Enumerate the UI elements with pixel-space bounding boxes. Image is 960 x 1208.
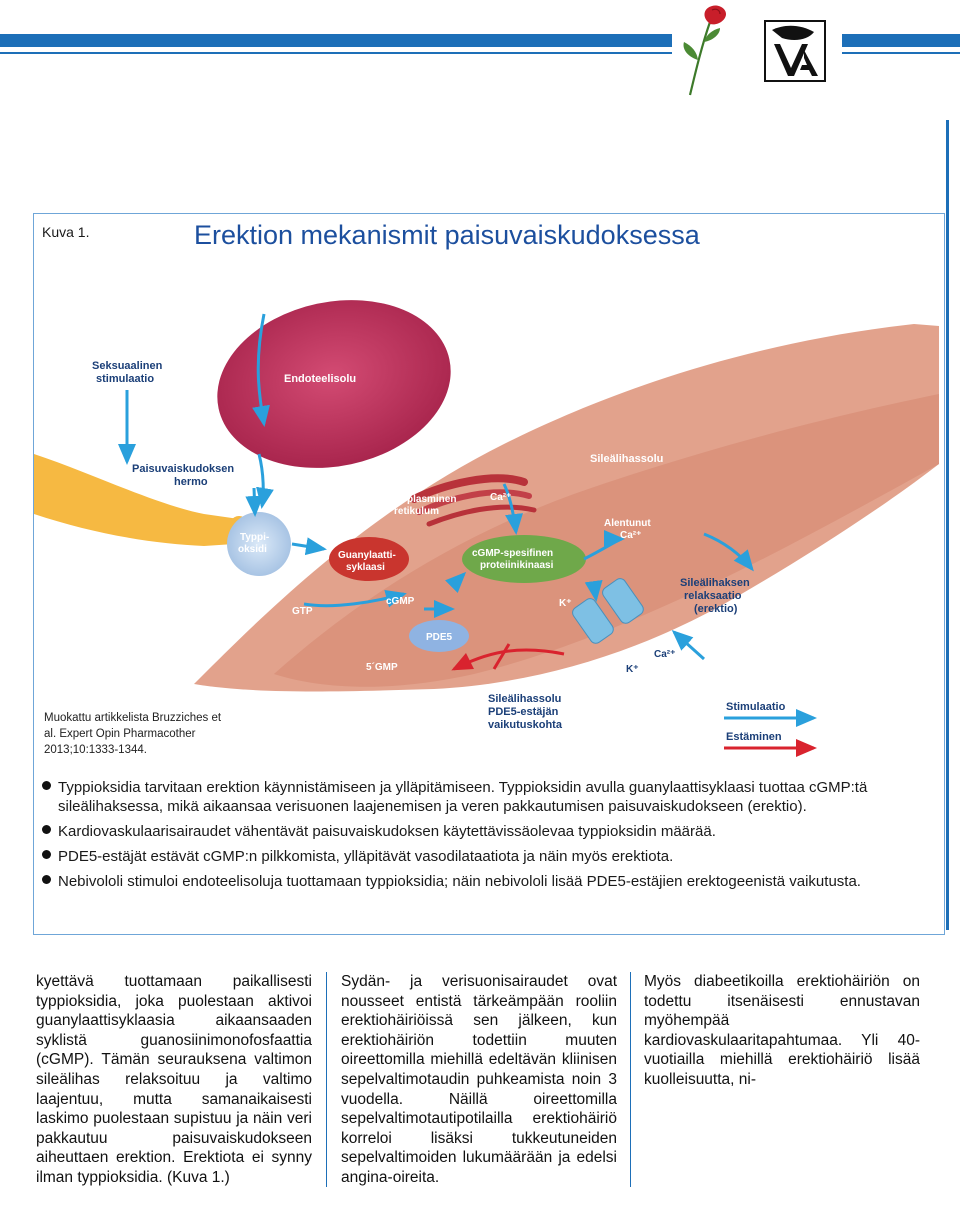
label-nitric-oxide-2: oksidi [238, 544, 267, 555]
label-sexual-stimulation-2: stimulaatio [96, 373, 155, 385]
figure-title: Erektion mekanismit paisuvaiskudoksessa [194, 220, 700, 250]
figure-panel [33, 213, 945, 935]
key-point: Typpioksidia tarvitaan erektion käynnistämiseen ja ylläpitämiseen. Typpioksidin avulla guanylaattisyklaasi tuottaa cGMP:tä sileälihaksessa, mikä aikaansaa verisuonen laajenemisen ja veren pakkautumisen paisuvaiskudokseen (erektio). [42, 778, 932, 816]
label-endothelial-cell: Endoteelisolu [284, 373, 357, 385]
mechanism-diagram [34, 214, 944, 774]
svg-text:cGMP-spesifinenproteiinikinaas [472, 548, 554, 571]
sidebar-accent-line [946, 120, 949, 930]
label-relaxation-2: relaksaatio [684, 590, 742, 602]
label-gtp: GTP [292, 606, 313, 617]
label-guanylate-cyclase-1: Guanylaatti- [338, 550, 396, 561]
label-cavernous-nerve-1: Paisuvaiskudoksen [132, 463, 235, 475]
key-point: Nebivololi stimuloi endoteelisoluja tuottamaan typpioksidia; näin nebivololi lisää PDE5-estäjien erektogeenistä vaikutusta. [42, 872, 932, 891]
bullet-dot-icon [42, 875, 51, 884]
bullet-dot-icon [42, 850, 51, 859]
body-column-3: Myös diabeetikoilla erektiohäiriön on todettu itsenäisesti ennustavan myöhempää kardiovaskulaaritapahtumaa. Yli 40-vuotiailla miehillä erektiohäiriö lisää kuolleisuutta, ni- [644, 973, 920, 1088]
label-k-plus-2: K⁺ [626, 664, 639, 675]
label-sexual-stimulation-1: Seksuaalinen [92, 360, 163, 372]
label-pkg-2: proteiinikinaasi [480, 560, 554, 571]
legend-stimulation: Stimulaatio [726, 701, 786, 713]
pkg-oval [462, 535, 586, 583]
label-pde5-site-2: PDE5-estäjän [488, 706, 559, 718]
label-pkg-1: cGMP-spesifinen [472, 548, 554, 559]
bullet-dot-icon [42, 781, 51, 790]
label-pde5-site-3: vaikutuskohta [488, 719, 562, 731]
key-point: PDE5-estäjät estävät cGMP:n pilkkomista, ylläpitävät vasodilataatiota ja näin myös erektiota. [42, 847, 932, 866]
label-relaxation-1: Sileälihaksen [680, 577, 750, 589]
body-column-1: kyettävä tuottamaan paikallisesti typpioksidia, joka puolestaan aktivoi guanylaattisyklaasia aikaansaaden syklistä guanosiinimonofosfaattia (cGMP). Tämän seurauksena valtimon sileälihas relaksoituu ja valtimo laajentuu, mutta samanaikaisesti laskimo puolestaan supistuu ja näin veri pakkautuu paisuvaiskudokseen aiheuttaen erektion. Erektiota ei synny ilman typpioksidia. (Kuva 1.) [36, 973, 312, 1186]
label-ca2: Ca²⁺ [654, 649, 676, 660]
legend-inhibition: Estäminen [726, 731, 782, 743]
figure-label: Kuva 1. [42, 224, 90, 240]
label-nitric-oxide-1: Typpi- [240, 532, 270, 543]
svg-text:SileälihassoluPDE5-estäjänvaik [488, 693, 563, 731]
svg-text:Typpi-oksidi [238, 532, 269, 555]
label-reduced-ca-2: Ca²⁺ [620, 530, 642, 541]
svg-text:Paisuvaiskudoksenhermo [132, 463, 234, 488]
key-point: Kardiovaskulaarisairaudet vähentävät paisuvaiskudoksen käytettävissäolevaa typpioksidin määrää. [42, 822, 932, 841]
emblem-icon [764, 20, 826, 82]
key-points-list [42, 778, 932, 897]
label-five-gmp: 5´GMP [366, 662, 398, 673]
label-cavernous-nerve-2: hermo [174, 476, 208, 488]
column-divider [630, 972, 631, 1187]
label-guanylate-cyclase-2: syklaasi [346, 562, 385, 573]
label-k-plus-1: K⁺ [559, 598, 572, 609]
source-note: Muokattu artikkelista Bruzziches et al. Expert Opin Pharmacother 2013;10:1333-1344. [44, 712, 222, 756]
label-relaxation-3: (erektio) [694, 603, 738, 615]
label-er-1: Endoplasminen [382, 494, 457, 505]
label-pde5-site-1: Sileälihassolu [488, 693, 562, 705]
body-column-2: Sydän- ja verisuonisairaudet ovat nousseet entistä tärkeämpään rooliin erektiohäiriöissä sen jälkeen, kun erektiohäiriön todettiin muuten oireettomilla miehillä edeltävän kliinisen sepelvaltimotaudin puhkeamista noin 3 vuodella. Näillä oireettomilla sepelvaltimotautipotilailla erektiohäiriö korreloi lisäksi tukkeutuneiden sepelvaltimoiden lukumäärään ja edelsi angina-oireita. [341, 973, 617, 1186]
column-divider [326, 972, 327, 1187]
svg-text:Seksuaalinenstimulaatio [92, 360, 163, 385]
publisher-logo [672, 0, 842, 100]
label-er-2: retikulum [394, 506, 440, 517]
label-pde5: PDE5 [426, 632, 453, 643]
label-reduced-ca-1: Alentunut [604, 518, 651, 529]
label-ca: Ca²⁺ [490, 492, 512, 503]
label-smooth-muscle-cell: Sileälihassolu [590, 453, 664, 465]
bullet-dot-icon [42, 825, 51, 834]
label-cgmp: cGMP [386, 596, 415, 607]
